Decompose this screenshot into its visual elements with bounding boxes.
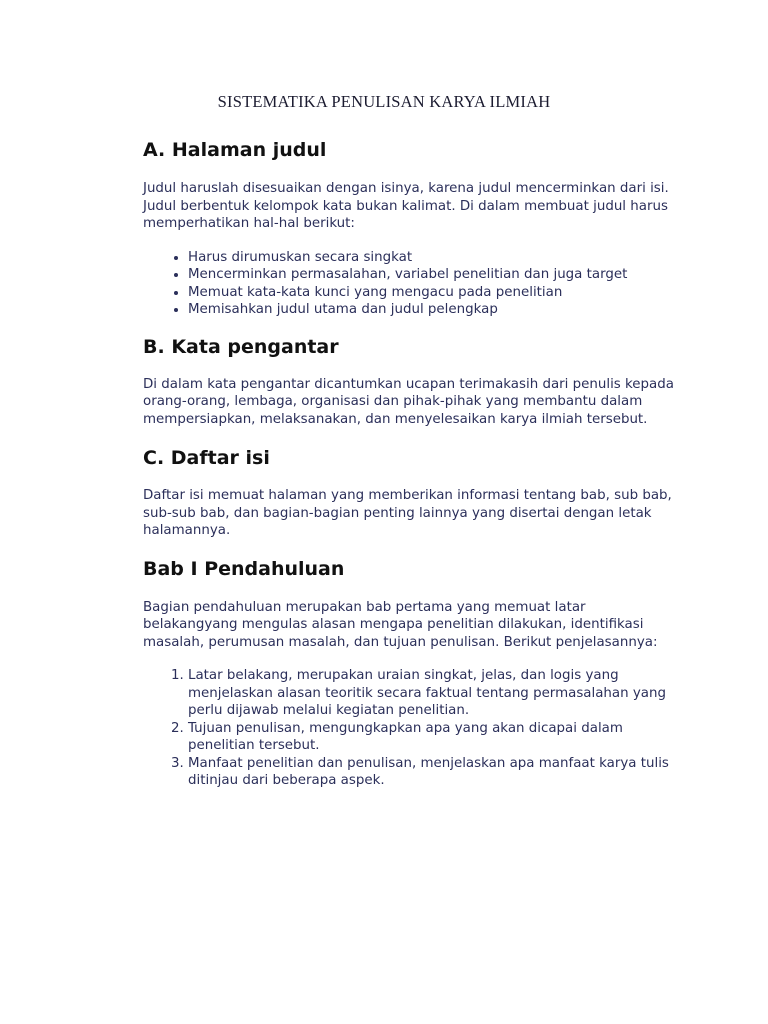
list-item: 2. Tujuan penulisan, mengungkapkan apa yang akan dicapai dalam penelitian tersebut. — [188, 720, 683, 755]
section-body-halaman-judul: Judul haruslah disesuaikan dengan isinya, karena judul mencerminkan dari isi. Judul berbentuk kelompok kata bukan kalimat. Di dalam membuat judul harus memperhatikan hal-hal berikut: — [143, 181, 669, 231]
list-item: • Mencerminkan permasalahan, variabel penelitian dan juga target — [188, 266, 683, 284]
document-title: SISTEMATIKA PENULISAN KARYA ILMIAH — [217, 92, 551, 111]
document-content — [143, 136, 683, 790]
numbered-list-pendahuluan — [143, 667, 683, 790]
section-body-pendahuluan: Bagian pendahuluan merupakan bab pertama yang memuat latar belakangyang mengulas alasan mengapa penelitian dilakukan, identifikasi masalah, perumusan masalah, dan tujuan penulisan. Berikut penjelasannya: — [143, 599, 658, 650]
section-body-kata-pengantar: Di dalam kata pengantar dicantumkan ucapan terimakasih dari penulis kepada orang-orang, lembaga, organisasi dan pihak-pihak yang membantu dalam mempersiapkan, melaksanakan, dan menyelesaikan karya ilmiah tersebut. — [143, 376, 674, 427]
section-body-daftar-isi: Daftar isi memuat halaman yang memberikan informasi tentang bab, sub bab, sub-sub bab, dan bagian-bagian penting lainnya yang disertai dengan letak halamannya. — [143, 488, 672, 538]
list-item: 3. Manfaat penelitian dan penulisan, menjelaskan apa manfaat karya tulis ditinjau dari beberapa aspek. — [188, 755, 683, 790]
section-heading-kata-pengantar: B. Kata pengantar — [143, 335, 339, 358]
list-item: • Harus dirumuskan secara singkat — [188, 249, 683, 267]
bullet-list-halaman-judul — [143, 249, 683, 319]
list-item: 1. Latar belakang, merupakan uraian singkat, jelas, dan logis yang menjelaskan alasan teoritik secara faktual tentang permasalahan yang perlu dijawab melalui kegiatan penelitian. — [188, 667, 683, 720]
list-item: • Memuat kata-kata kunci yang mengacu pada penelitian — [188, 284, 683, 302]
section-heading-halaman-judul: A. Halaman judul — [143, 139, 327, 161]
section-heading-pendahuluan: Bab I Pendahuluan — [143, 557, 345, 580]
section-heading-daftar-isi: C. Daftar isi — [143, 447, 270, 469]
list-item: • Memisahkan judul utama dan judul pelengkap — [188, 301, 683, 319]
